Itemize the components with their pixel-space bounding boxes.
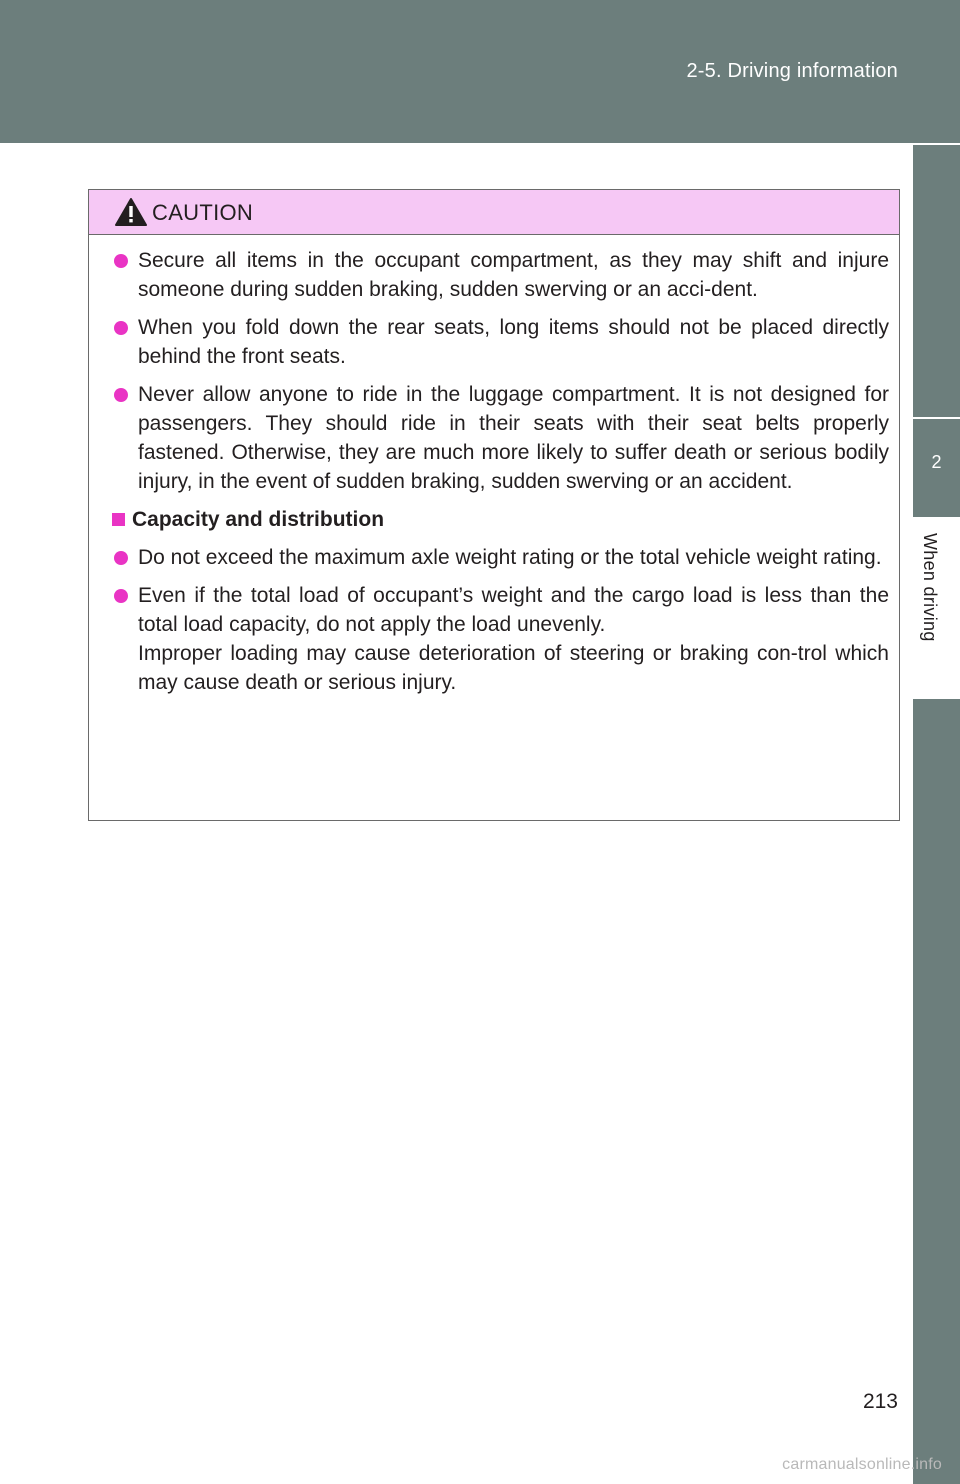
subsection-item-text: Even if the total load of occupant’s weight and the cargo load is less than the total load capacity, do not apply the load unevenly. [138,584,889,636]
caution-item-text: When you fold down the rear seats, long items should not be placed directly behind the front seats. [138,316,889,368]
chapter-number: 2 [931,452,942,472]
chapter-label: When driving [920,533,940,642]
caution-body [89,246,899,706]
subsection-item-text: Improper loading may cause deterioration of steering or braking con-trol which may cause death or serious injury. [138,642,889,694]
subsection-item-text: Do not exceed the maximum axle weight rating or the total vehicle weight rating. [138,546,882,569]
bullet-icon [114,589,128,603]
page-number: 213 [862,1390,898,1413]
caution-item [89,313,899,371]
square-bullet-icon [112,513,125,526]
caution-box [88,189,900,821]
bullet-icon [114,254,128,268]
side-tab-lower [913,699,960,1484]
subsection-item [89,543,899,572]
warning-triangle-icon [114,197,148,227]
bullet-icon [114,551,128,565]
caution-header [89,190,899,235]
subsection-item [89,581,899,697]
caution-item-text: Never allow anyone to ride in the luggage compartment. It is not designed for passengers. They should ride in their seats with their seat belts properly fastened. Otherwise, they are much more likely to suffer death or serious bodily injury, in the event of sudden braking, sudden swerving or an accident. [138,383,889,493]
caution-item-text: Secure all items in the occupant compartment, as they may shift and injure someone during sudden braking, sudden swerving or an acci-dent. [138,249,889,301]
caution-title: CAUTION [152,200,254,225]
subsection-heading-text: Capacity and distribution [132,508,385,531]
watermark: carmanualsonline.info [782,1456,942,1473]
caution-item [89,246,899,304]
side-tab-upper [913,143,960,417]
caution-item [89,380,899,496]
bullet-icon [114,321,128,335]
bullet-icon [114,388,128,402]
subsection-heading [89,505,899,534]
section-title: 2-5. Driving information [686,60,898,82]
